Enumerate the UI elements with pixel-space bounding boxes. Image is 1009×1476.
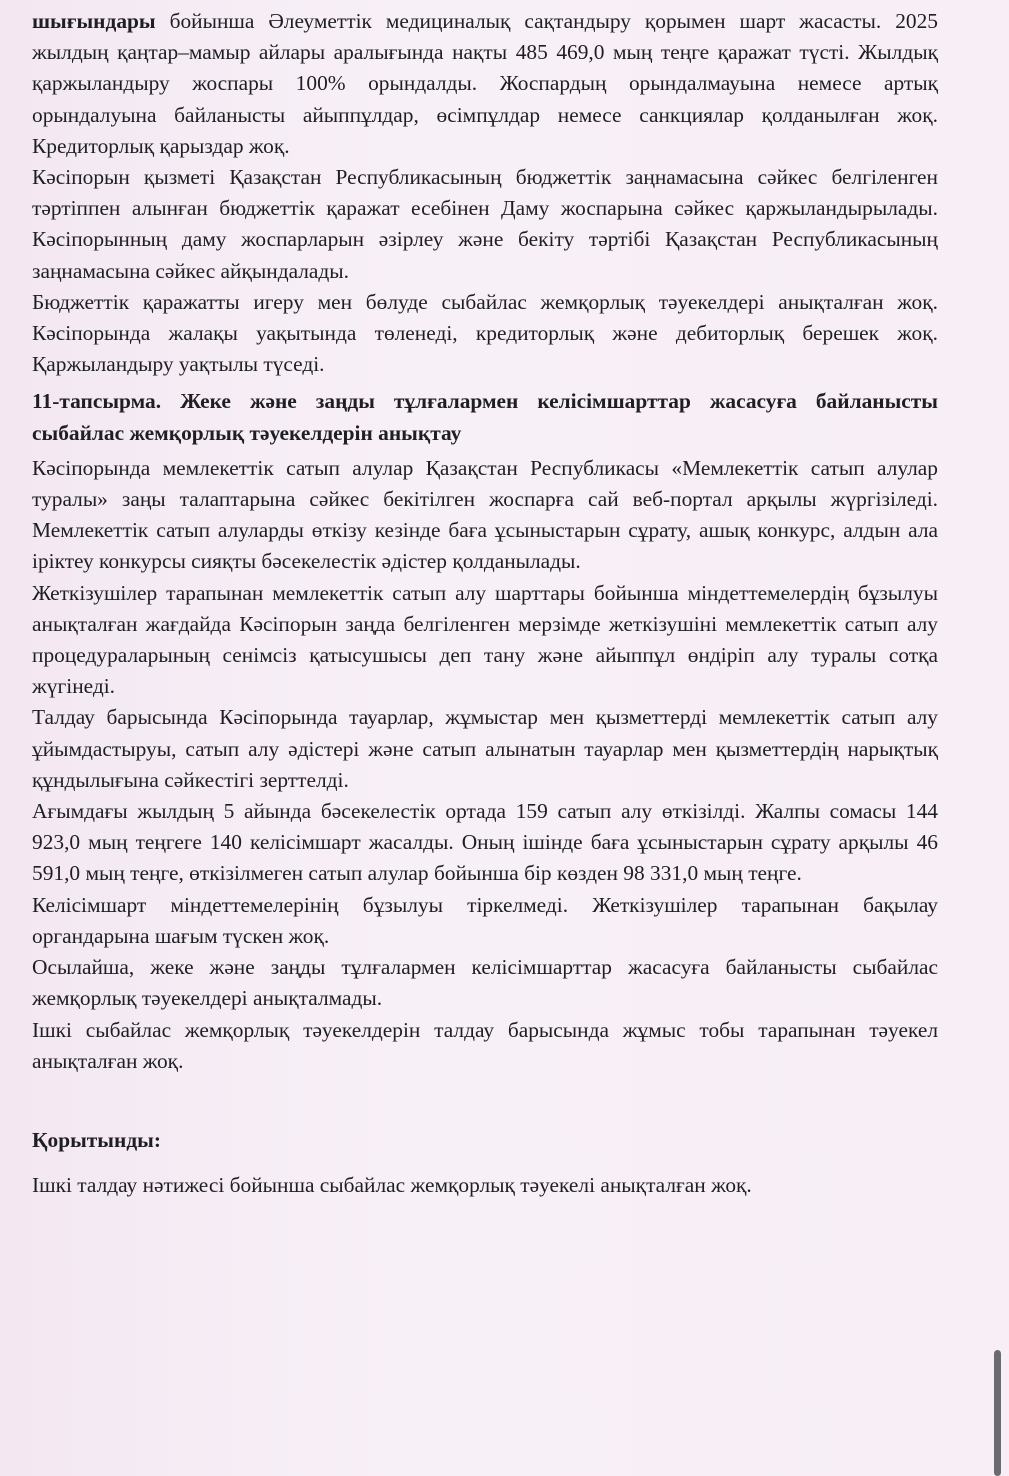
paragraph-4: Кәсіпорында мемлекеттік сатып алулар Қазақстан Республикасы «Мемлекеттік сатып алулар туралы» заңы талаптарына сәйкес бекітілген жоспарға сай веб-портал арқылы жүргізіледі. Мемлекеттік сатып алуларды өткізу кезінде баға ұсыныстарын сұрату, ашық конкурс, алдын ала іріктеу конкурсы сияқты бәсекелестік әдістер қолданылады.: [32, 455, 938, 574]
conclusion-heading: Қорытынды:: [32, 1127, 161, 1152]
paragraph-1-text: бойынша Әлеуметтік медициналық сақтандыру қорымен шарт жасасты. 2025 жылдың қаңтар–мамыр айлары аралығында нақты 485 469,0 мың теңге қаражат түсті. Жылдық қаржыландыру жоспары 100% орындалды. Жоспардың орындалмауына немесе артық орындалуына байланысты айыппұлдар, өсімпұлдар немесе санкциялар қолданылған жоқ. Кредиторлық қарыздар жоқ.: [32, 9, 938, 158]
paragraph-7: Ағымдағы жылдың 5 айында бәсекелестік ортада 159 сатып алу өткізілді. Жалпы сомасы 144 923,0 мың теңгеге 140 келісімшарт жасалды. Оның ішінде баға ұсыныстарын сұрату арқылы 46 591,0 мың теңге, өткізілмеген сатып алулар бойынша бір көзден 98 331,0 мың теңге.: [32, 799, 938, 886]
paragraph-3: Бюджеттік қаражатты игеру мен бөлуде сыбайлас жемқорлық тәуекелдері анықталған жоқ. Кәсіпорында жалақы уақытында төленеді, кредиторлық және дебиторлық берешек жоқ. Қаржыландыру уақтылы түседі.: [32, 289, 938, 377]
conclusion-text: Ішкі талдау нәтижесі бойынша сыбайлас жемқорлық тәуекелі анықталған жоқ.: [32, 1173, 752, 1198]
paragraph-1-lead: шығындары: [32, 9, 156, 33]
paragraph-9: Осылайша, жеке және заңды тұлғалармен келісімшарттар жасасуға байланысты сыбайлас жемқорлық тәуекелдері анықталмады.: [32, 955, 938, 1011]
paragraph-6: Талдау барысында Кәсіпорында тауарлар, жұмыстар мен қызметтерді мемлекеттік сатып алу ұйымдастыруы, сатып алу әдістері және сатып алынатын тауарлар мен қызметтердің нарықтық құндылығына сәйкестігі зерттелді.: [32, 705, 938, 792]
paragraph-5: Жеткізушілер тарапынан мемлекеттік сатып алу шарттары бойынша міндеттемелердің бұзылуы анықталған жағдайда Кәсіпорын заңда белгіленген мерзімде жеткізушіні мемлекеттік сатып алу процедураларының сенімсіз қатысушысы деп тану және айыппұл өндіріп алу туралы сотқа жүгінеді.: [32, 580, 938, 699]
document-body: [32, 6, 938, 1201]
paragraph-1: [32, 6, 938, 162]
paragraph-2: Кәсіпорын қызметі Қазақстан Республикасының бюджеттік заңнамасына сәйкес белгіленген тәртіппен алынған бюджеттік қаражат есебінен Даму жоспарына сәйкес қаржыландырылады. Кәсіпорынның даму жоспарларын әзірлеу және бекіту тәртібі Қазақстан Республикасының заңнамасына сәйкес айқындалады.: [32, 165, 938, 283]
section-heading-task-11: 11-тапсырма. Жеке және заңды тұлғалармен келісімшарттар жасасуға байланысты сыбайлас жемқорлық тәуекелдерін анықтау: [32, 389, 938, 445]
paragraph-8: Келісімшарт міндеттемелерінің бұзылуы тіркелмеді. Жеткізушілер тарапынан бақылау органдарына шағым түскен жоқ.: [32, 892, 938, 948]
paragraph-10: Ішкі сыбайлас жемқорлық тәуекелдерін талдау барысында жұмыс тобы тарапынан тәуекел анықталған жоқ.: [32, 1017, 938, 1073]
vertical-scrollbar[interactable]: [994, 1350, 1001, 1476]
